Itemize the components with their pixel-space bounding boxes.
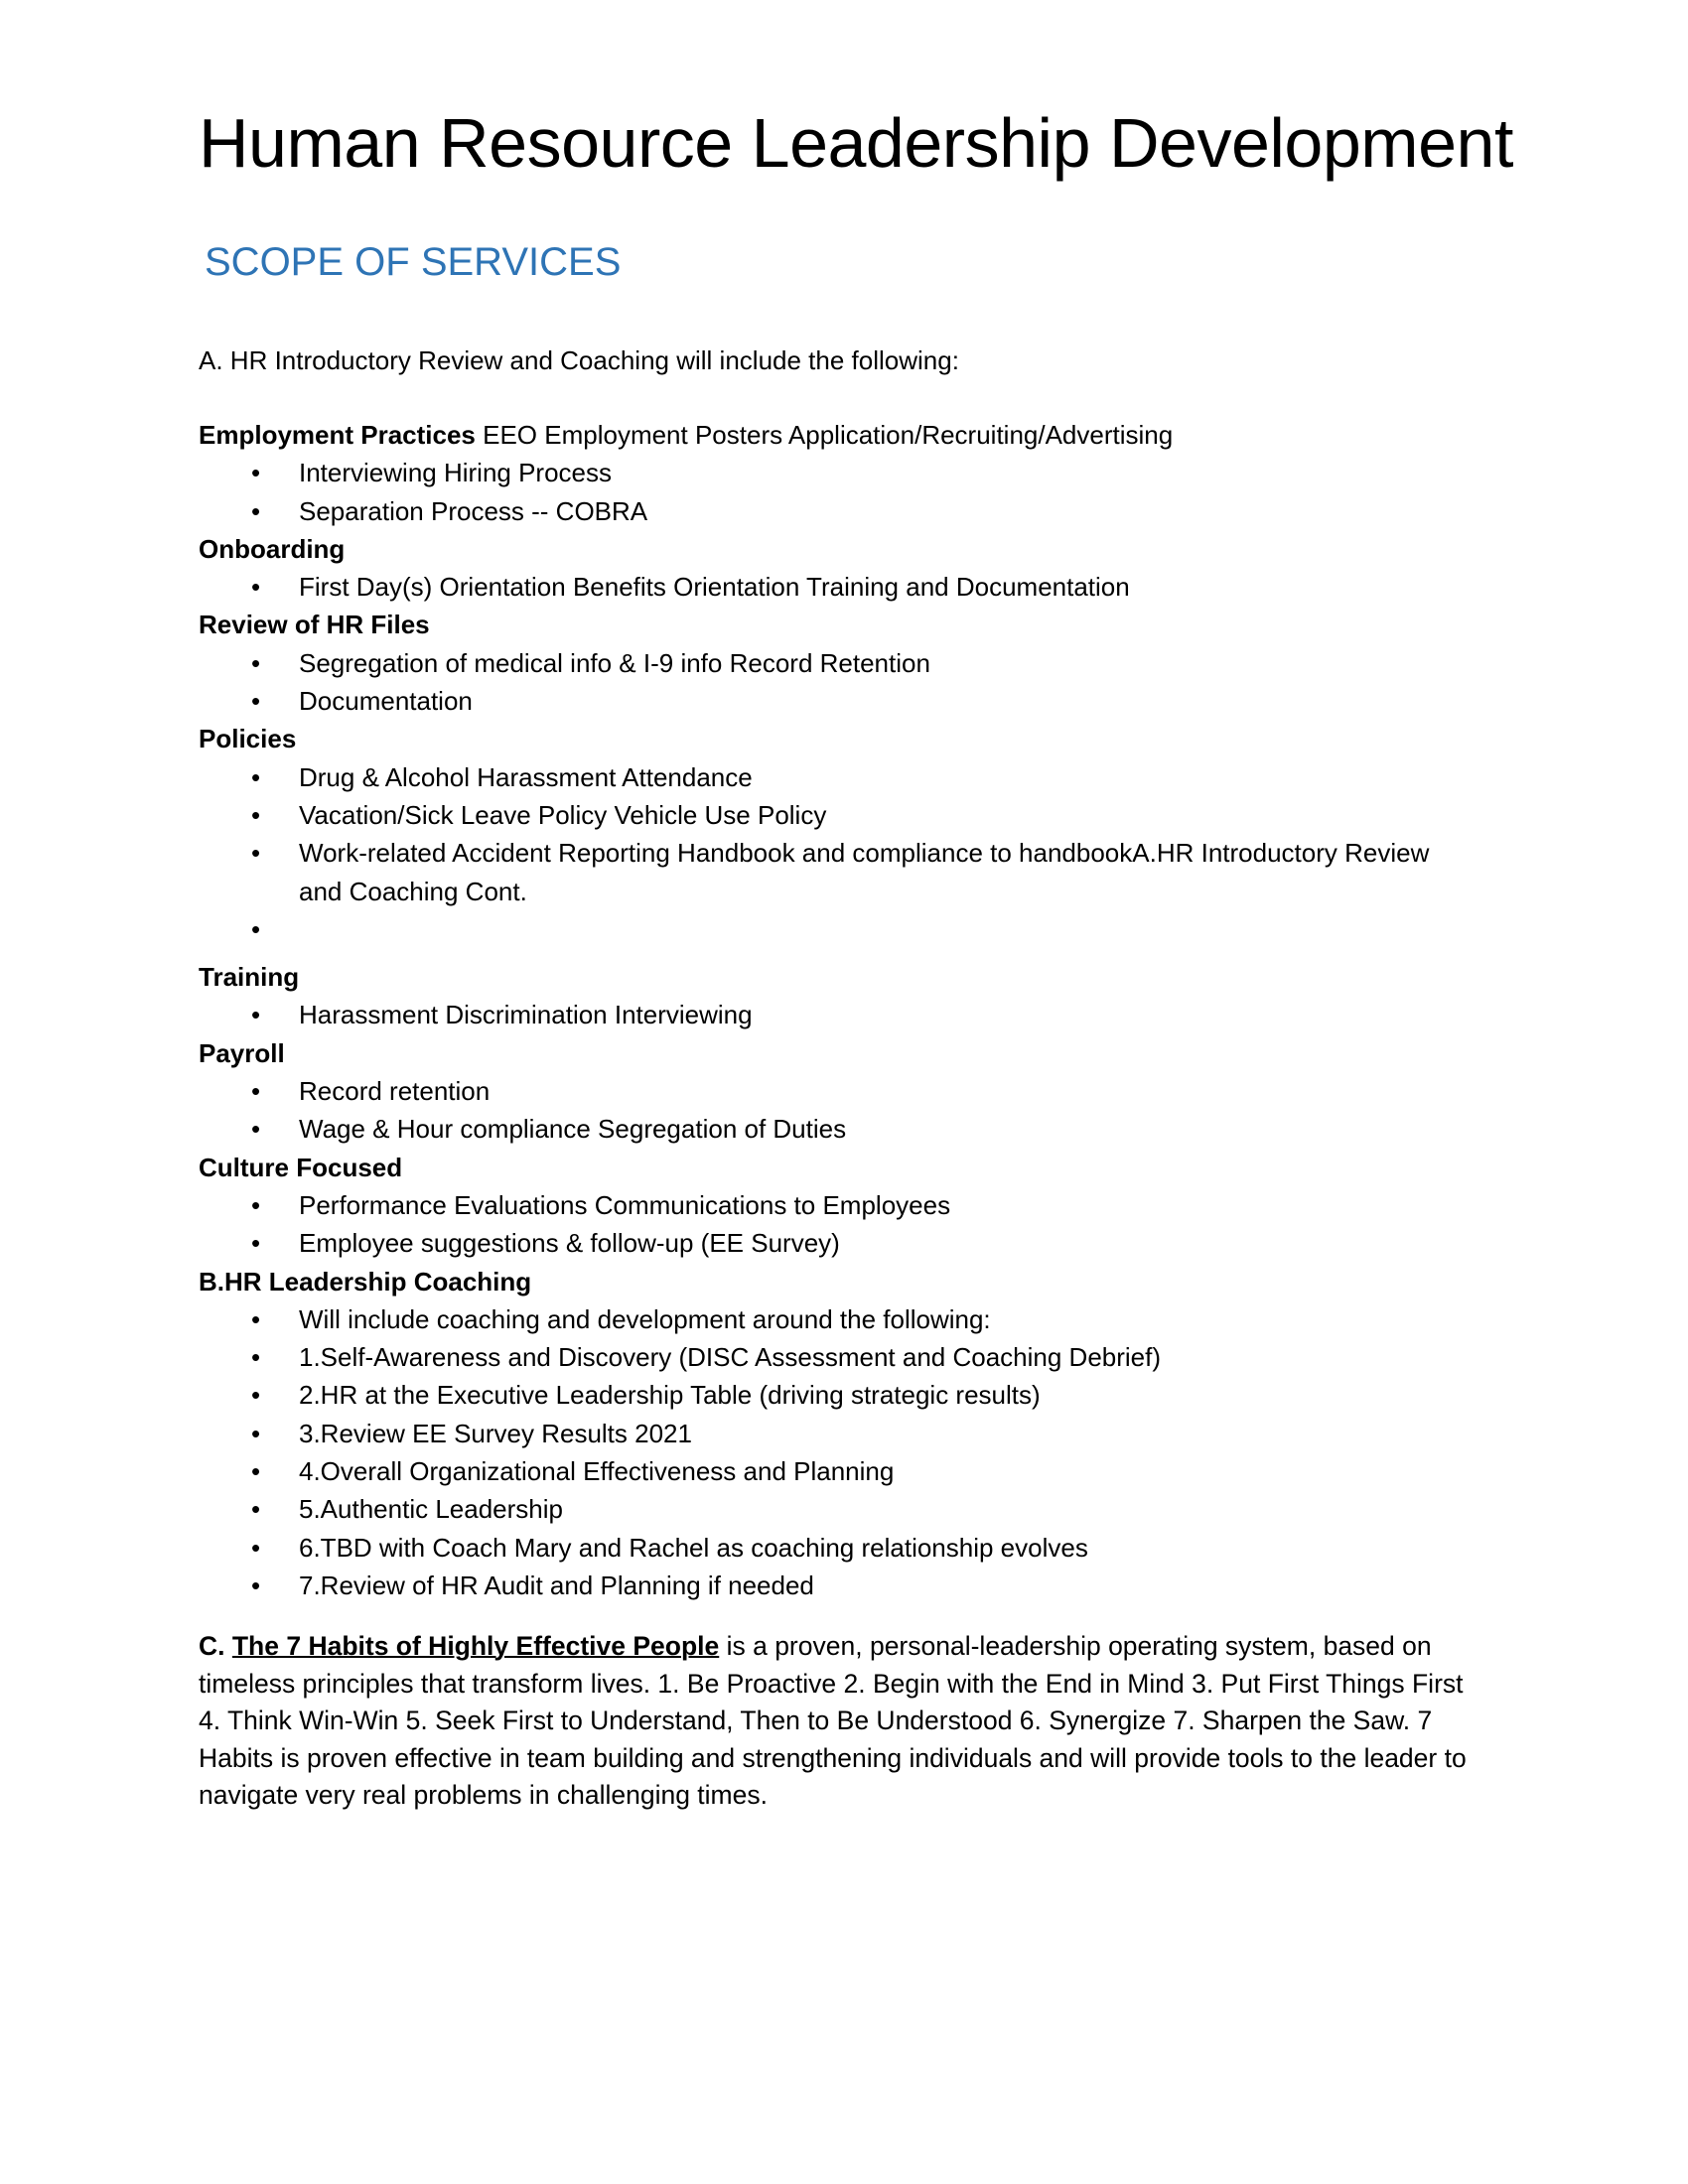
list-item: • Will include coaching and development around the following: <box>199 1300 1489 1338</box>
list-item: • Separation Process -- COBRA <box>199 492 1489 530</box>
services-outline <box>199 416 1489 1604</box>
bullet-list-hr-leadership-coaching <box>199 1300 1489 1604</box>
section-heading-review-of-hr-files: Review of HR Files <box>199 610 430 640</box>
list-item: • Interviewing Hiring Process <box>199 454 1489 491</box>
section-heading-hr-leadership-coaching: B.HR Leadership Coaching <box>199 1266 532 1297</box>
bullet-icon: • <box>251 838 261 869</box>
section-heading-employment-practices: Employment Practices EEO Employment Posters Application/Recruiting/Advertising <box>199 420 1174 450</box>
list-item: • Wage & Hour compliance Segregation of Duties <box>199 1110 1489 1148</box>
bullet-icon: • <box>251 686 261 717</box>
intro-line: A. HR Introductory Review and Coaching will include the following: <box>199 345 959 375</box>
bullet-list-policies <box>199 758 1489 958</box>
document-title: Human Resource Leadership Development <box>199 104 1513 182</box>
list-item: • Performance Evaluations Communications to Employees <box>199 1186 1489 1224</box>
list-item: • 5.Authentic Leadership <box>199 1490 1489 1528</box>
bullet-icon: • <box>251 1532 261 1563</box>
bullet-list-employment-practices <box>199 454 1489 530</box>
bullet-icon: • <box>251 458 261 488</box>
section-heading-payroll: Payroll <box>199 1037 285 1068</box>
list-item: • 4.Overall Organizational Effectiveness and Planning <box>199 1452 1489 1490</box>
list-item: • Drug & Alcohol Harassment Attendance <box>199 758 1489 796</box>
section-c-label: C. <box>199 1631 225 1661</box>
bullet-list-payroll <box>199 1072 1489 1149</box>
bullet-icon: • <box>251 1189 261 1220</box>
bullet-icon: • <box>251 1303 261 1334</box>
bullet-icon: • <box>251 1570 261 1600</box>
list-item: • 3.Review EE Survey Results 2021 <box>199 1415 1489 1452</box>
section-heading-culture-focused: Culture Focused <box>199 1152 403 1182</box>
document-page <box>199 0 1513 2184</box>
list-item: • Documentation <box>199 682 1489 720</box>
seven-habits-title: The 7 Habits of Highly Effective People <box>231 1631 720 1661</box>
list-item: • 2.HR at the Executive Leadership Table (driving strategic results) <box>199 1376 1489 1414</box>
list-item: • Segregation of medical info & I-9 info Record Retention <box>199 644 1489 682</box>
bullet-list-training <box>199 996 1489 1033</box>
list-item: • Harassment Discrimination Interviewing <box>199 996 1489 1033</box>
bullet-icon: • <box>251 913 261 944</box>
seven-habits-description: is a proven, personal-leadership operating system, based on timeless principles that transform lives. 1. Be Proactive 2. Begin with the End in Mind 3. Put First Things First 4. Think Win-Win 5. Seek First to Understand, Then to Be Understood 6. Synergize 7. Sharpen the Saw. 7 Habits is proven effective in team building and strengthening individuals and will provide tools to the leader to navigate very real problems in challenging times. <box>199 1631 1467 1810</box>
bullet-icon: • <box>251 761 261 792</box>
bullet-list-culture-focused <box>199 1186 1489 1263</box>
list-item: • Employee suggestions & follow-up (EE Survey) <box>199 1224 1489 1262</box>
list-item: • 7.Review of HR Audit and Planning if needed <box>199 1567 1489 1604</box>
bullet-icon: • <box>251 1000 261 1030</box>
bullet-list-onboarding <box>199 568 1489 606</box>
bullet-icon: • <box>251 572 261 603</box>
list-item: • Vacation/Sick Leave Policy Vehicle Use Policy <box>199 796 1489 834</box>
bullet-list-review-of-hr-files <box>199 644 1489 721</box>
document-subtitle: SCOPE OF SERVICES <box>205 240 622 284</box>
list-item: • 6.TBD with Coach Mary and Rachel as coaching relationship evolves <box>199 1529 1489 1567</box>
bullet-icon: • <box>251 1418 261 1448</box>
section-heading-training: Training <box>199 962 300 993</box>
bullet-icon: • <box>251 1114 261 1145</box>
list-item: • Work-related Accident Reporting Handbook and compliance to handbookA.HR Introductory Review and Coaching Cont. <box>199 834 1489 910</box>
bullet-icon: • <box>251 1494 261 1525</box>
bullet-icon: • <box>251 1380 261 1411</box>
bullet-icon: • <box>251 1342 261 1373</box>
list-item-empty <box>199 910 1489 958</box>
bullet-icon: • <box>251 799 261 830</box>
bullet-icon: • <box>251 1228 261 1259</box>
list-item: • Record retention <box>199 1072 1489 1110</box>
list-item: • First Day(s) Orientation Benefits Orientation Training and Documentation <box>199 568 1489 606</box>
bullet-icon: • <box>251 647 261 678</box>
bullet-icon: • <box>251 1076 261 1107</box>
section-heading-onboarding: Onboarding <box>199 533 346 564</box>
section-heading-policies: Policies <box>199 724 297 754</box>
seven-habits-paragraph <box>199 1628 1489 1815</box>
bullet-icon: • <box>251 1456 261 1487</box>
bullet-icon: • <box>251 495 261 526</box>
list-item: • 1.Self-Awareness and Discovery (DISC Assessment and Coaching Debrief) <box>199 1338 1489 1376</box>
